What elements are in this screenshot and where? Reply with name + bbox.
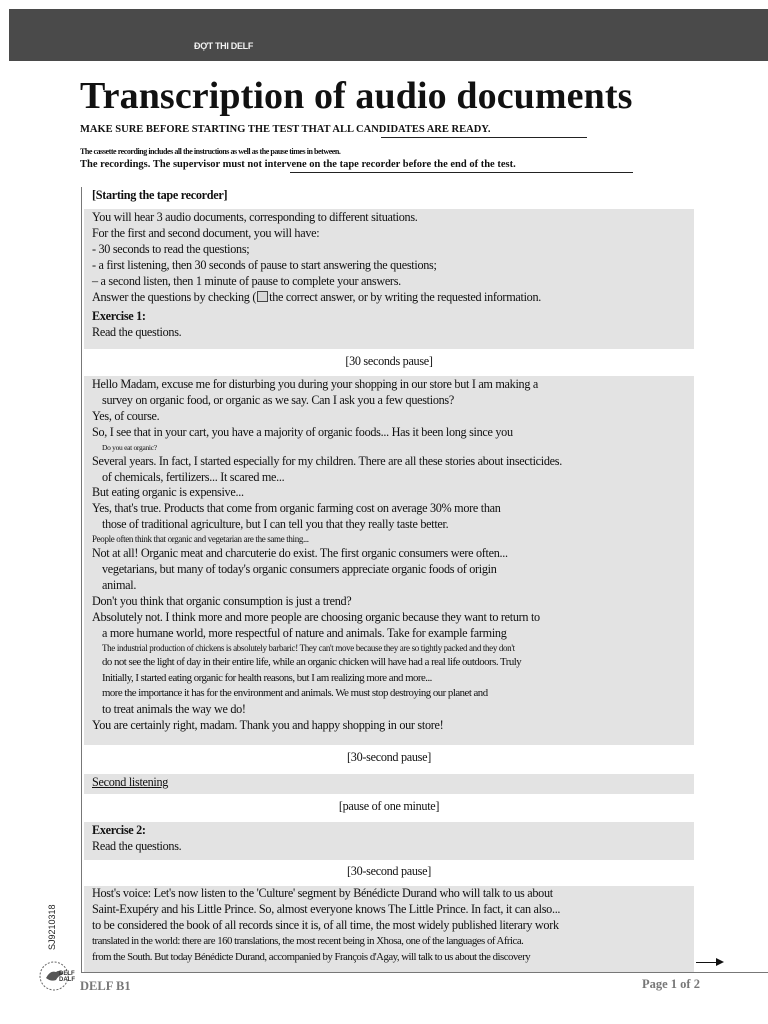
dialog-line: Yes, that's true. Products that come from organic farming cost on average 30% more than — [92, 501, 501, 516]
footer-page-number: Page 1 of 2 — [642, 977, 700, 991]
dialog-line: of chemicals, fertilizers... It scared me... — [102, 469, 285, 484]
intro-line: You will hear 3 audio documents, corresponding to different situations. — [92, 210, 418, 224]
dialog-line: more the importance it has for the environment and animals. We must stop destroying our planet and — [102, 687, 488, 700]
left-border-rule — [81, 187, 82, 972]
header-bar-label: ĐỢT THI DELF — [194, 41, 254, 51]
intro-line: - a first listening, then 30 seconds of pause to start answering the questions; — [92, 257, 437, 272]
dialog-line: Yes, of course. — [92, 408, 160, 423]
intro-answer-text-before: Answer the questions by checking ( — [92, 289, 257, 304]
intro-line: For the first and second document, you will have: — [92, 225, 320, 240]
dialog-line: Don't you think that organic consumption is just a trend? — [92, 593, 352, 608]
dialog-line: vegetarians, but many of today's organic consumers appreciate organic foods of origin — [102, 562, 497, 577]
intro-answer-line — [92, 290, 686, 306]
page-title: Transcription of audio documents — [80, 75, 633, 117]
checkbox-icon — [257, 291, 268, 302]
document-code: SJ9210318 — [47, 904, 57, 950]
instructions-note-2-underline — [290, 172, 633, 173]
dialog-line: Absolutely not. I think more and more people are choosing organic because they want to return to — [92, 609, 540, 624]
dialog-line: a more humane world, more respectful of nature and animals. Take for example farming — [102, 625, 507, 640]
second-listening-label: Second listening — [92, 775, 169, 789]
dialog-line: to treat animals the way we do! — [102, 702, 246, 717]
dialog-line: People often think that organic and vegetarian are the same thing... — [92, 534, 309, 545]
dialog-line: survey on organic food, or organic as we say. Can I ask you a few questions? — [102, 392, 454, 407]
dialog-line: The industrial production of chickens is absolutely barbaric! They can't move because they are so tightly packed and they don't — [102, 642, 515, 653]
dialog-line: So, I see that in your cart, you have a majority of organic foods... Has it been long since you — [92, 424, 513, 439]
dialog-line: You are certainly right, madam. Thank you and happy shopping in our store! — [92, 718, 444, 733]
host-line: Host's voice: Let's now listen to the 'Culture' segment by Bénédicte Durand who will talk to us about — [92, 886, 553, 900]
dialog-line: do not see the light of day in their entire life, while an organic chicken will have had a real life outdoors. Truly — [102, 655, 522, 668]
dialog-line: Several years. In fact, I started especially for my children. There are all these stories about insecticides. — [92, 453, 562, 468]
instructions-note-2: The recordings. The supervisor must not intervene on the tape recorder before the end of the test. — [80, 159, 516, 170]
dialog-line: But eating organic is expensive... — [92, 485, 244, 500]
host-block — [84, 886, 694, 972]
intro-block — [84, 209, 694, 349]
instructions-note-1: The cassette recording includes all the instructions as well as the pause times in between. — [80, 147, 341, 156]
pause-30-second: [30-second pause] — [347, 750, 431, 764]
host-line: Saint-Exupéry and his Little Prince. So, almost everyone knows The Little Prince. In fact, it can also... — [92, 901, 561, 916]
pause-30-seconds: [30 seconds pause] — [345, 354, 433, 368]
footer-exam-level: DELF B1 — [80, 979, 131, 993]
exercise-2-block — [84, 822, 694, 860]
instructions-underline — [381, 137, 587, 138]
dialog-line: Not at all! Organic meat and charcuterie do exist. The first organic consumers were often... — [92, 546, 508, 561]
continue-arrow-icon — [696, 957, 724, 967]
dialog-line: Do you eat organic? — [102, 442, 157, 452]
exercise-1-title: Exercise 1: — [92, 309, 146, 324]
instructions-main: MAKE SURE BEFORE STARTING THE TEST THAT ALL CANDIDATES ARE READY. — [80, 124, 491, 135]
exercise-1-text: Read the questions. — [92, 325, 182, 340]
dialog-line: those of traditional agriculture, but I can tell you that they really taste better. — [102, 517, 449, 532]
intro-line: - 30 seconds to read the questions; — [92, 241, 250, 256]
bottom-border-rule — [81, 972, 768, 973]
intro-line: – a second listen, then 1 minute of pause to complete your answers. — [92, 273, 401, 288]
logo-text-delf: DELF — [59, 971, 75, 977]
exercise-2-text: Read the questions. — [92, 838, 182, 853]
dialog-line: Initially, I started eating organic for health reasons, but I am realizing more and more... — [102, 671, 432, 684]
delf-dalf-logo — [38, 960, 78, 992]
dialog-line: Hello Madam, excuse me for disturbing you during your shopping in our store but I am making a — [92, 377, 538, 391]
second-listening-block — [84, 774, 694, 794]
intro-answer-text-after: the correct answer, or by writing the requested information. — [269, 289, 541, 304]
host-line: to be considered the book of all records since it is, of all time, the most widely published literary work — [92, 917, 559, 932]
exercise-2-title: Exercise 2: — [92, 823, 146, 837]
dialog-block — [84, 376, 694, 745]
host-line: translated in the world: there are 160 translations, the most recent being in Xhosa, one of the languages of Africa. — [92, 934, 524, 947]
dialog-line: animal. — [102, 577, 137, 592]
header-bar — [9, 9, 768, 61]
pause-one-minute: [pause of one minute] — [338, 799, 440, 813]
start-recorder-label: [Starting the tape recorder] — [92, 188, 228, 202]
pause-30-second-2: [30-second pause] — [347, 864, 431, 878]
logo-text-dalf: DALF — [59, 977, 75, 983]
host-line: from the South. But today Bénédicte Durand, accompanied by François d'Agay, will talk to us about the discovery — [92, 950, 531, 963]
